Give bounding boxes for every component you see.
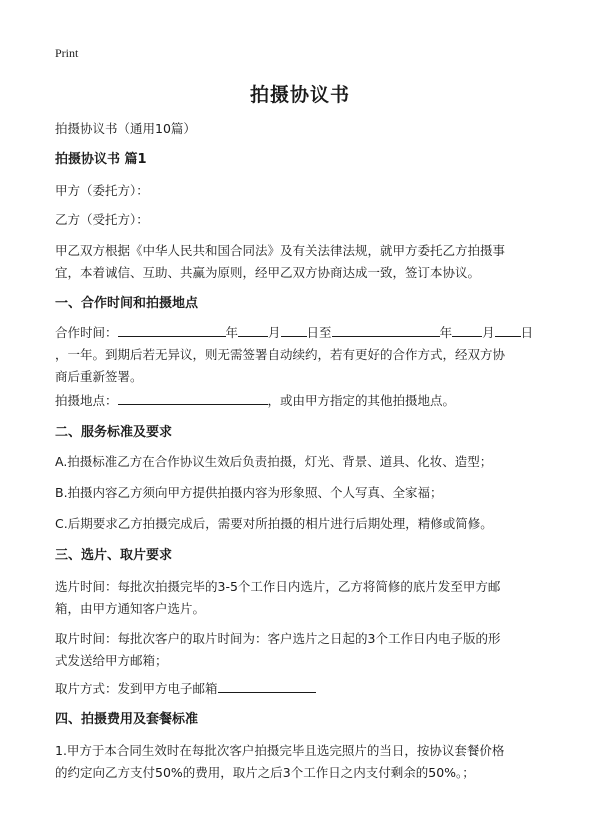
print-link[interactable]: Print: [55, 46, 79, 60]
start-day-unit: 日至: [306, 325, 332, 340]
cooperation-time-line: [55, 322, 555, 344]
cooperation-time-label: 合作时间：: [55, 325, 118, 340]
end-year-unit: 年: [439, 325, 453, 340]
pickup-method-label: 取片方式：发到甲方电子邮箱: [55, 681, 218, 696]
heading-service: 二、服务标准及要求: [55, 425, 173, 440]
intro-line-1: 甲乙双方根据《中华人民共和国合同法》及有关法律法规，就甲方委托乙方拍摄事: [55, 243, 506, 258]
start-year-blank: [118, 323, 226, 337]
fee-line-2: 的约定向乙方支付50%的费用，取片之后3个工作日之内支付剩余的50%。；: [55, 765, 475, 780]
start-month-unit: 月: [268, 325, 281, 340]
cooperation-line-3: 商后重新签署。: [55, 369, 143, 384]
service-item-c: C.后期要求乙方拍摄完成后，需要对所拍摄的相片进行后期处理，精修或简修。: [55, 516, 493, 531]
end-day-unit: 日: [520, 325, 534, 340]
pickup-time-line-2: 式发送给甲方邮箱；: [55, 653, 168, 668]
intro-line-2: 宜，本着诚信、互助、共赢为原则，经甲乙双方协商达成一致，签订本协议。: [55, 265, 481, 280]
end-year-blank: [332, 323, 440, 337]
pickup-time-line-1: 取片时间：每批次客户的取片时间为：客户选片之日起的3个工作日内电子版的形: [55, 631, 501, 646]
select-time-line-2: 箱，由甲方通知客户选片。: [55, 601, 206, 616]
service-item-a: A.拍摄标准乙方在合作协议生效后负责拍摄，灯光、背景、道具、化妆、造型；: [55, 454, 493, 469]
location-line: [55, 390, 555, 412]
end-month-blank: [452, 323, 482, 337]
select-time-line-1: 选片时间：每批次拍摄完毕的3-5个工作日内选片，乙方将简修的底片发至甲方邮: [55, 579, 501, 594]
location-suffix: ，或由甲方指定的其他拍摄地点。: [267, 393, 456, 408]
end-month-unit: 月: [482, 325, 495, 340]
section-title: 拍摄协议书 篇1: [55, 152, 147, 167]
start-month-blank: [238, 323, 268, 337]
document-title: 拍摄协议书: [249, 84, 350, 106]
pickup-method-line: [55, 678, 555, 700]
start-year-unit: 年: [225, 325, 239, 340]
heading-selection: 三、选片、取片要求: [55, 548, 173, 563]
party-b-line: 乙方（受托方）：: [55, 212, 149, 227]
fee-line-1: 1.甲方于本合同生效时在每批次客户拍摄完毕且选完照片的当日，按协议套餐价格: [55, 743, 505, 758]
cooperation-line-2: ，一年。到期后若无异议，则无需签署自动续约，若有更好的合作方式，经双方协: [55, 347, 506, 362]
pickup-email-blank: [218, 679, 316, 693]
location-blank: [118, 391, 268, 405]
subtitle: 拍摄协议书（通用10篇）: [55, 121, 196, 136]
start-day-blank: [281, 323, 307, 337]
heading-cooperation: 一、合作时间和拍摄地点: [55, 296, 199, 311]
party-a-line: 甲方（委托方）：: [55, 183, 149, 198]
location-label: 拍摄地点：: [55, 393, 118, 408]
service-item-b: B.拍摄内容乙方须向甲方提供拍摄内容为形象照、个人写真、全家福；: [55, 485, 443, 500]
end-day-blank: [495, 323, 521, 337]
heading-fees: 四、拍摄费用及套餐标准: [55, 712, 199, 727]
